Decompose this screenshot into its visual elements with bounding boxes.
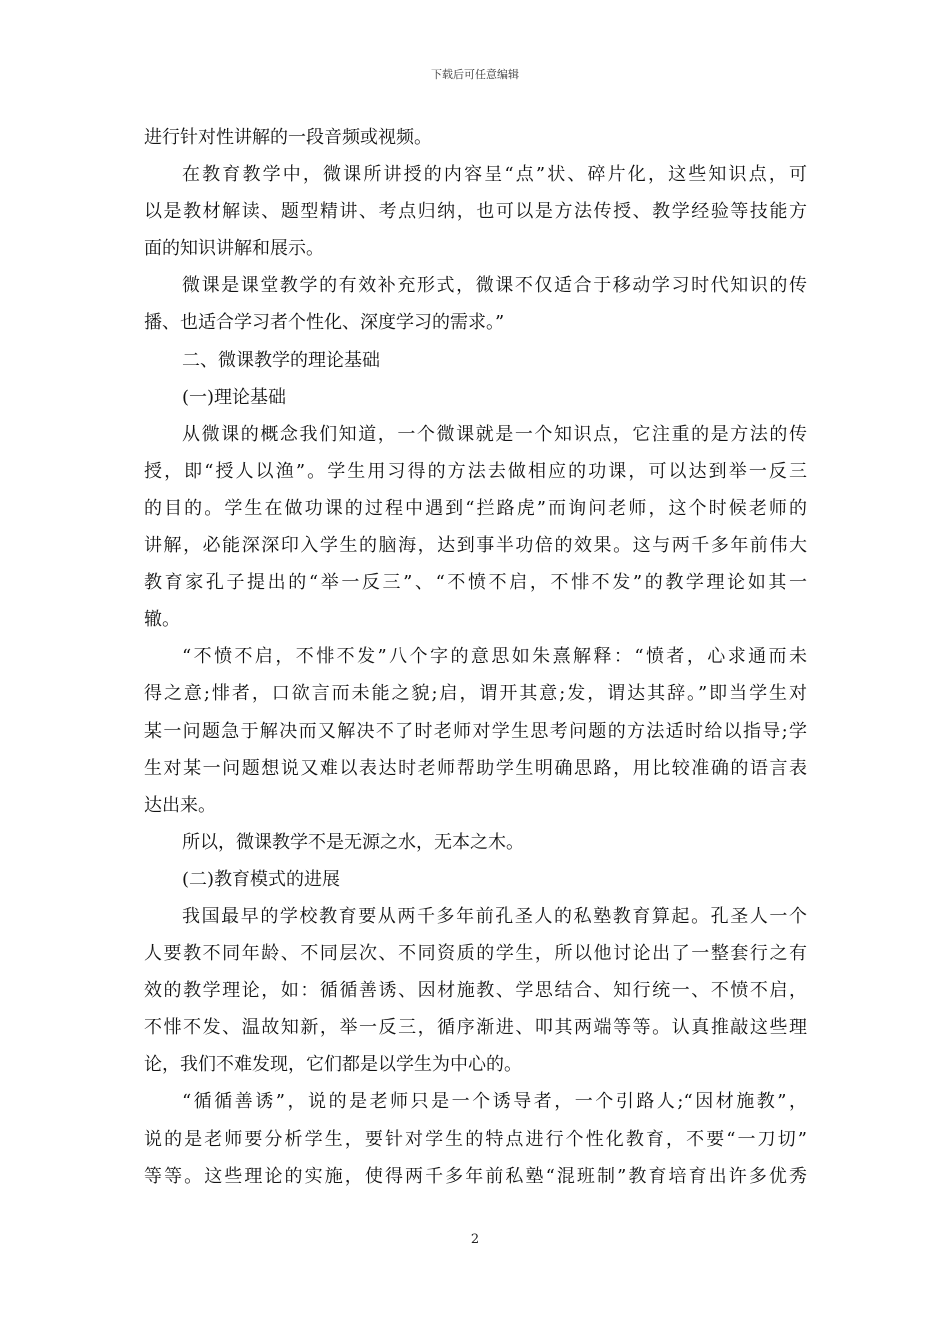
paragraph-line: 辙。 xyxy=(144,609,180,631)
paragraph-line: 达出来。 xyxy=(144,794,216,816)
document-body xyxy=(144,119,807,1195)
paragraph-line: 我国最早的学校教育要从两千多年前孔圣人的私塾教育算起。孔圣人一个 xyxy=(182,905,807,927)
paragraph-line: “不愤不启，不悱不发”八个字的意思如朱熹解释：“愤者，心求通而未 xyxy=(182,646,807,668)
subsection-heading: (二)教育模式的进展 xyxy=(182,868,341,890)
paragraph-line: 所以，微课教学不是无源之水，无本之木。 xyxy=(182,831,524,853)
paragraph-line: 从微课的概念我们知道，一个微课就是一个知识点，它注重的是方法的传 xyxy=(182,423,807,445)
page-number: 2 xyxy=(470,1232,480,1247)
paragraph-line: 不悱不发、温故知新，举一反三，循序渐进、叩其两端等等。认真推敲这些理 xyxy=(144,1017,807,1039)
paragraph-line: 论，我们不难发现，它们都是以学生为中心的。 xyxy=(144,1054,522,1076)
paragraph-line: 以是教材解读、题型精讲、考点归纳，也可以是方法传授、教学经验等技能方 xyxy=(144,201,807,223)
paragraph-line: 播、也适合学习者个性化、深度学习的需求。” xyxy=(144,312,505,334)
paragraph-line: 微课是课堂教学的有效补充形式，微课不仅适合于移动学习时代知识的传 xyxy=(182,275,807,297)
paragraph-line: 讲解，必能深深印入学生的脑海，达到事半功倍的效果。这与两千多年前伟大 xyxy=(144,535,807,557)
paragraph-line: 在教育教学中，微课所讲授的内容呈“点”状、碎片化，这些知识点，可 xyxy=(182,164,807,186)
paragraph-line: 的目的。学生在做功课的过程中遇到“拦路虎”而询问老师，这个时候老师的 xyxy=(144,497,807,519)
page-header: 下载后可任意编辑 xyxy=(431,68,519,81)
paragraph-line: 等等。这些理论的实施，使得两千多年前私塾“混班制”教育培育出许多优秀 xyxy=(144,1165,807,1187)
paragraph-line: 效的教学理论，如：循循善诱、因材施教、学思结合、知行统一、不愤不启， xyxy=(144,980,807,1002)
paragraph-line: 授，即“授人以渔”。学生用习得的方法去做相应的功课，可以达到举一反三 xyxy=(144,460,807,482)
paragraph-line: 某一问题急于解决而又解决不了时老师对学生思考问题的方法适时给以指导;学 xyxy=(144,720,807,742)
paragraph-line: “循循善诱”，说的是老师只是一个诱导者，一个引路人;“因材施教”， xyxy=(182,1091,807,1113)
paragraph-line: 人要教不同年龄、不同层次、不同资质的学生，所以他讨论出了一整套行之有 xyxy=(144,943,807,965)
paragraph-line: 面的知识讲解和展示。 xyxy=(144,238,324,260)
section-heading: 二、微课教学的理论基础 xyxy=(182,349,380,371)
paragraph-line: 生对某一问题想说又难以表达时老师帮助学生明确思路，用比较准确的语言表 xyxy=(144,757,807,779)
paragraph-line: 得之意;悱者，口欲言而未能之貌;启，谓开其意;发，谓达其辞。”即当学生对 xyxy=(144,683,807,705)
paragraph-line: 进行针对性讲解的一段音频或视频。 xyxy=(144,127,432,148)
subsection-heading: (一)理论基础 xyxy=(182,386,287,408)
paragraph-line: 教育家孔子提出的“举一反三”、“不愤不启，不悱不发”的教学理论如其一 xyxy=(144,572,807,594)
paragraph-line: 说的是老师要分析学生，要针对学生的特点进行个性化教育，不要“一刀切” xyxy=(144,1128,807,1150)
